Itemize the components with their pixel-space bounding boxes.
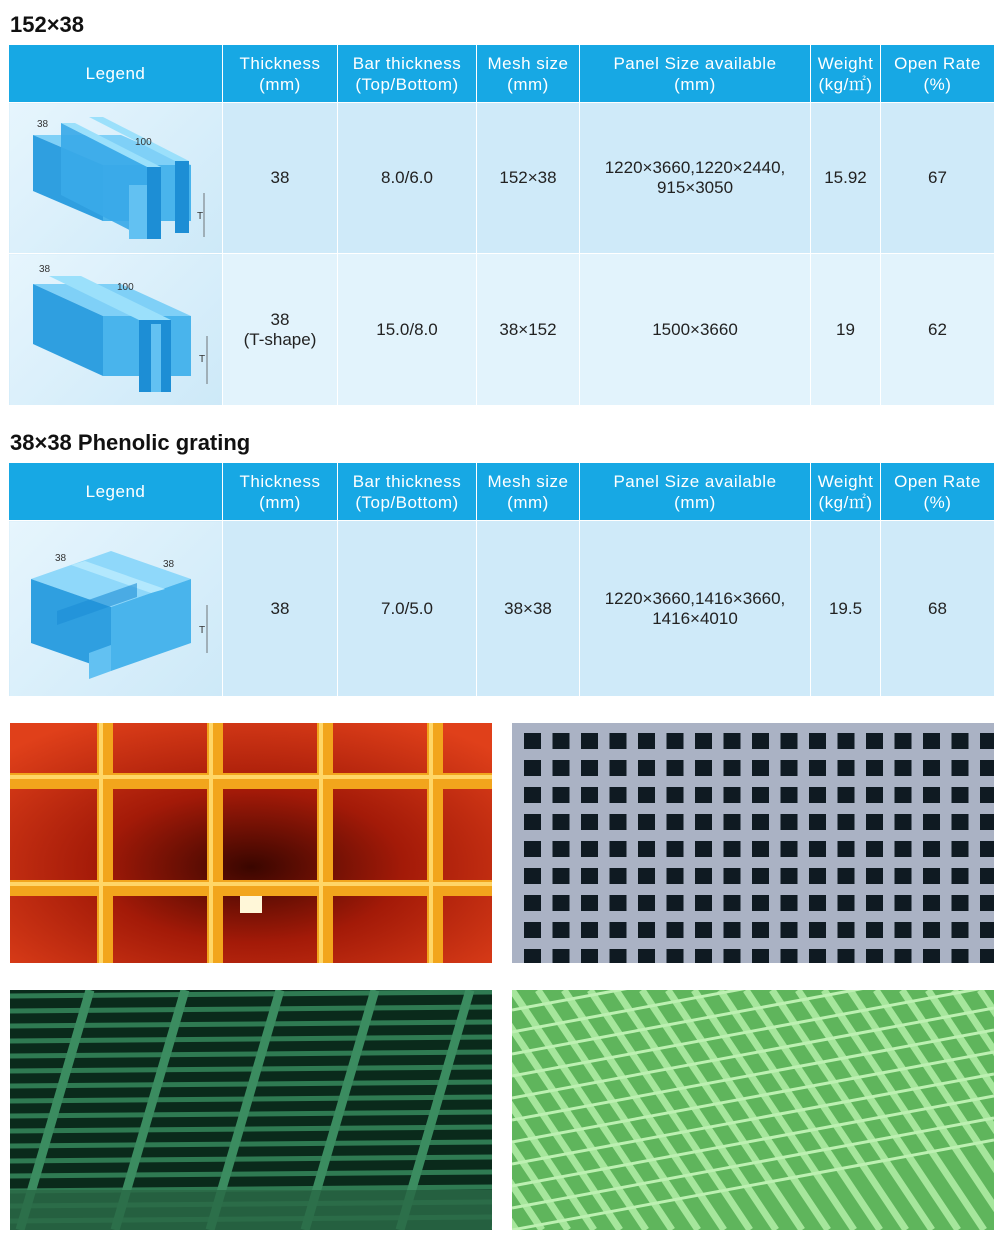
dim-label-38: 38 xyxy=(38,264,50,275)
cell-mesh-size: 38×38 xyxy=(477,521,580,697)
cell-bar-thickness: 8.0/6.0 xyxy=(338,103,477,254)
header-thickness: Thickness (mm) xyxy=(223,463,338,521)
spec-table-152x38 xyxy=(8,44,995,406)
header-open-rate: Open Rate (%) xyxy=(881,45,995,103)
legend-diagram-cell xyxy=(9,103,223,254)
header-mesh-size: Mesh size (mm) xyxy=(477,45,580,103)
grating-t-shape-diagram xyxy=(11,254,221,400)
cell-weight: 15.92 xyxy=(811,103,881,254)
dim-label-38b: 38 xyxy=(162,559,174,570)
cell-open-rate: 68 xyxy=(881,521,995,697)
dim-label-t: T xyxy=(196,211,203,222)
table-row xyxy=(9,254,995,406)
table-header-row xyxy=(9,45,995,103)
dim-label-38: 38 xyxy=(36,119,48,130)
dim-label-100: 100 xyxy=(116,282,134,293)
header-open-rate: Open Rate (%) xyxy=(881,463,995,521)
dim-label-100: 100 xyxy=(134,137,152,148)
cell-open-rate: 67 xyxy=(881,103,995,254)
header-bar-thickness: Bar thickness (Top/Bottom) xyxy=(338,45,477,103)
light-green-grating-photo xyxy=(512,990,994,1230)
grating-38x38-diagram xyxy=(11,521,221,691)
cell-thickness: 38 xyxy=(223,103,338,254)
dim-label-t: T xyxy=(198,354,205,365)
dim-label-t: T xyxy=(198,625,205,636)
table-row xyxy=(9,521,995,697)
header-bar-thickness: Bar thickness (Top/Bottom) xyxy=(338,463,477,521)
section-title-phenolic: 38×38 Phenolic grating xyxy=(10,430,251,455)
cell-mesh-size: 152×38 xyxy=(477,103,580,254)
dim-label-38: 38 xyxy=(54,553,66,564)
cell-bar-thickness: 7.0/5.0 xyxy=(338,521,477,697)
header-legend: Legend xyxy=(9,45,223,103)
header-panel-size: Panel Size available (mm) xyxy=(580,45,811,103)
cell-bar-thickness: 15.0/8.0 xyxy=(338,254,477,406)
table-row xyxy=(9,103,995,254)
cell-weight: 19 xyxy=(811,254,881,406)
grating-152x38-diagram xyxy=(11,103,221,248)
header-weight: Weight (kg/㎡) xyxy=(811,45,881,103)
cell-panel-size: 1220×3660,1416×3660, 1416×4010 xyxy=(580,521,811,697)
cell-thickness: 38 xyxy=(223,521,338,697)
header-legend: Legend xyxy=(9,463,223,521)
dark-green-grating-photo xyxy=(10,990,492,1230)
cell-open-rate: 62 xyxy=(881,254,995,406)
header-panel-size: Panel Size available (mm) xyxy=(580,463,811,521)
cell-panel-size: 1500×3660 xyxy=(580,254,811,406)
cell-weight: 19.5 xyxy=(811,521,881,697)
legend-diagram-cell xyxy=(9,254,223,406)
header-mesh-size: Mesh size (mm) xyxy=(477,463,580,521)
orange-grating-photo xyxy=(10,723,492,963)
section-title-152x38: 152×38 xyxy=(10,12,85,37)
grey-grating-photo xyxy=(512,723,994,963)
table-header-row xyxy=(9,463,995,521)
legend-diagram-cell xyxy=(9,521,223,697)
cell-thickness: 38 (T-shape) xyxy=(223,254,338,406)
cell-panel-size: 1220×3660,1220×2440, 915×3050 xyxy=(580,103,811,254)
header-weight: Weight (kg/㎡) xyxy=(811,463,881,521)
cell-mesh-size: 38×152 xyxy=(477,254,580,406)
spec-table-phenolic xyxy=(8,462,995,697)
header-thickness: Thickness (mm) xyxy=(223,45,338,103)
